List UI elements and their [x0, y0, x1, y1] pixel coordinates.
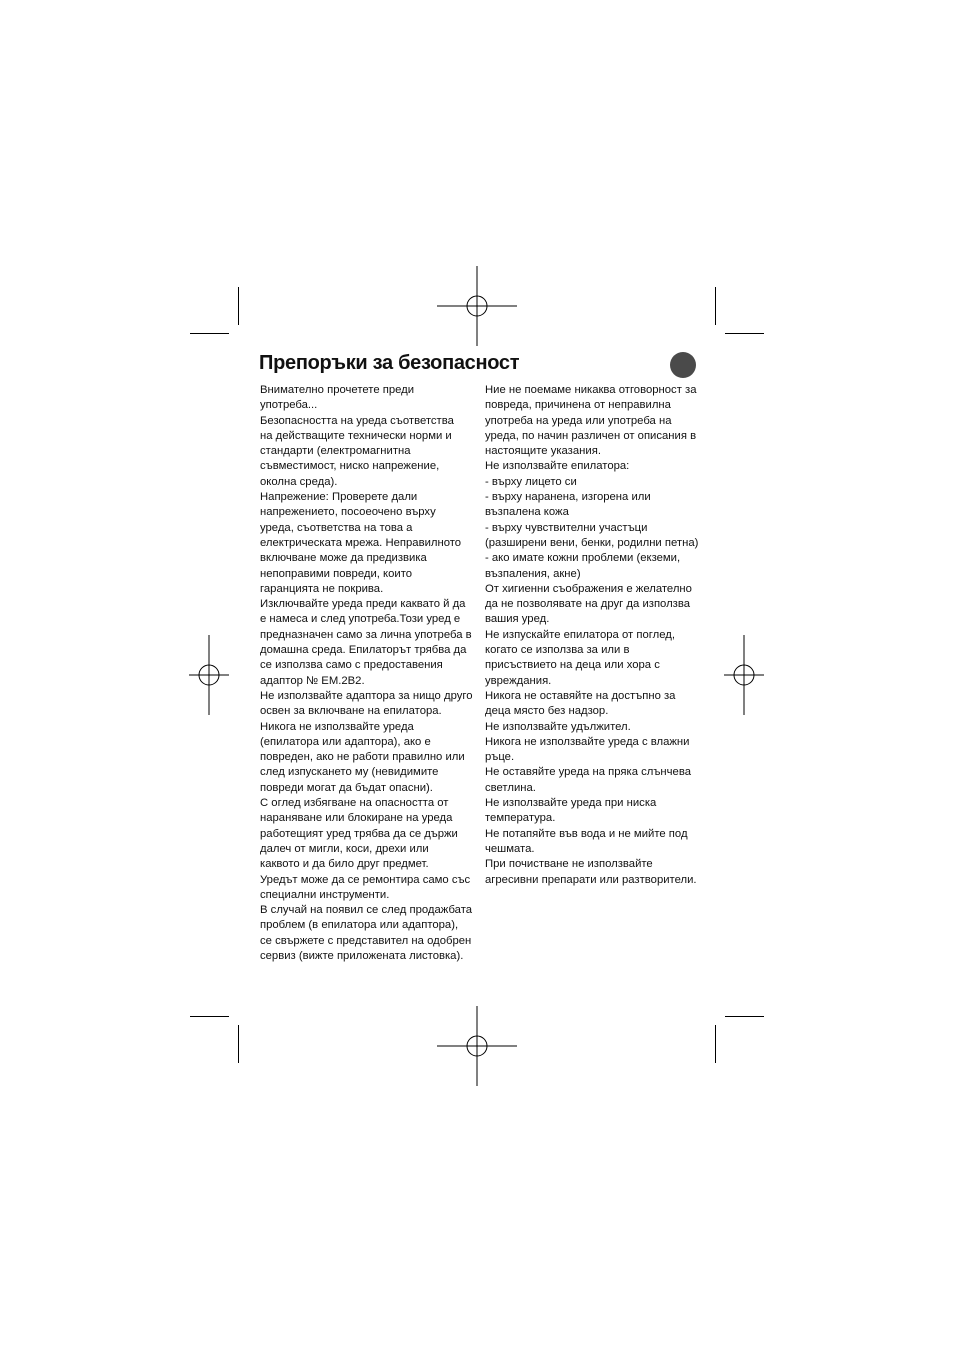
text-line: Никога не използвайте уреда	[260, 720, 414, 733]
text-line: Не оставяйте уреда на пряка слънчева	[485, 766, 691, 779]
text-line: При почистване не използвайте	[485, 858, 653, 871]
text-line: включване може да предизвика	[260, 552, 427, 565]
text-line: Напрежение: Проверете дали	[260, 491, 418, 504]
text-line: се използва само с предоставения	[260, 659, 443, 672]
text-line: когато се използва за или в	[485, 644, 630, 657]
text-line: Внимателно прочетете преди	[260, 384, 415, 396]
text-line: - върху наранена, изгорена или	[485, 491, 651, 504]
text-line: - ако имате кожни проблеми (екземи,	[485, 552, 681, 565]
language-marker-icon	[670, 352, 696, 378]
text-line: агресивни препарати или разтворители.	[485, 873, 697, 886]
text-line: температура.	[485, 812, 556, 825]
text-line: предназначен само за лична употреба в	[260, 628, 472, 641]
text-line: - върху чувствителни участъци	[485, 521, 648, 534]
text-line: Изключвайте уреда преди каквато й да	[260, 598, 466, 611]
crop-mark	[725, 1016, 764, 1017]
text-line: след изпускането му (невидимите	[260, 766, 439, 779]
page-title: Препоръки за безопасност	[259, 352, 520, 374]
text-line: - върху лицето си	[485, 475, 577, 488]
registration-mark-icon	[437, 1006, 517, 1086]
text-line: От хигиенни съображения е желателно	[485, 582, 692, 595]
text-line: се свържете с представител на одобрен	[260, 934, 472, 947]
text-line: ръце.	[485, 751, 515, 764]
text-line: каквото и да било друг предмет.	[260, 858, 429, 871]
text-line: уреда, съответства на това а	[260, 521, 413, 534]
text-line: работещият уред трябва да се държи	[260, 827, 458, 840]
registration-mark-icon	[169, 635, 249, 715]
text-line: присъствието на деца или хора с	[485, 659, 660, 672]
text-line: деца място без надзор.	[485, 705, 609, 718]
registration-mark-icon	[437, 266, 517, 346]
text-line: повреда, причинена от неправилна	[485, 399, 671, 412]
crop-mark	[715, 287, 716, 325]
text-line: Ние не поемаме никаква отговорност за	[485, 384, 697, 396]
crop-mark	[190, 333, 229, 334]
text-line: вашия уред.	[485, 613, 550, 626]
crop-mark	[238, 1025, 239, 1063]
text-line: съвместимост, ниско напрежение,	[260, 460, 440, 473]
text-line: Не изпускайте епилатора от поглед,	[485, 628, 675, 641]
text-line: Не използвайте уреда при ниска	[485, 797, 657, 810]
text-line: непоправими повреди, които	[260, 567, 413, 580]
right-text-column	[485, 383, 710, 888]
text-line: гаранцията не покрива.	[260, 582, 384, 595]
text-line: (разширени вени, бенки, родилни петна)	[485, 536, 699, 549]
text-line: Не използвайте удължител.	[485, 720, 631, 733]
text-line: специални инструменти.	[260, 888, 390, 901]
text-line: светлина.	[485, 781, 536, 794]
text-line: Не използвайте епилатора:	[485, 460, 630, 473]
text-line: Не потапяйте във вода и не мийте под	[485, 827, 688, 840]
text-line: проблем (в епилатора или адаптора),	[260, 919, 459, 932]
text-line: употреба на уреда или употреба на	[485, 414, 672, 427]
text-line: възпаления, акне)	[485, 567, 581, 580]
text-line: освен за включване на епилатора.	[260, 705, 442, 718]
crop-mark	[190, 1016, 229, 1017]
text-line: да не позволявате на друг да използва	[485, 598, 691, 611]
crop-mark	[238, 287, 239, 325]
text-line: възпалена кожа	[485, 506, 569, 519]
text-line: уреда, по начин различен от описания в	[485, 429, 697, 442]
text-line: Никога не оставяйте на достъпно за	[485, 689, 676, 702]
text-line: Не използвайте адаптора за нищо друго	[260, 689, 473, 702]
text-line: настоящите указания.	[485, 445, 601, 458]
text-line: адаптор № EM.2B2.	[260, 674, 365, 687]
text-line: напрежението, посоеочено върху	[260, 506, 436, 519]
text-line: повреден, ако не работи правилно или	[260, 751, 465, 764]
text-line: В случай на появил се след продажбата	[260, 904, 473, 917]
text-line: С оглед избягване на опасността от	[260, 797, 449, 810]
crop-mark	[715, 1025, 716, 1063]
text-line: увреждания.	[485, 674, 552, 687]
text-line: електрическата мрежа. Неправилното	[260, 536, 462, 549]
text-line: сервиз (вижте приложената листовка).	[260, 949, 464, 962]
left-text-column	[260, 383, 478, 964]
registration-mark-icon	[704, 635, 784, 715]
text-line: стандарти (електромагнитна	[260, 445, 411, 458]
text-line: на действащите технически норми и	[260, 429, 452, 442]
text-line: далеч от мигли, коси, дрехи или	[260, 842, 429, 855]
text-line: чешмата.	[485, 842, 535, 855]
text-line: Уредът може да се ремонтира само със	[260, 873, 471, 886]
text-line: повреди могат да бъдат опасни).	[260, 781, 433, 794]
text-line: е намеса и след употреба.Този уред е	[260, 613, 461, 626]
text-line: нараняване или блокиране на уреда	[260, 812, 453, 825]
crop-mark	[725, 333, 764, 334]
text-line: (епилатора или адаптора), ако е	[260, 735, 431, 748]
text-line: околна среда).	[260, 475, 338, 488]
text-line: Безопасността на уреда съответства	[260, 414, 454, 427]
text-line: Никога не използвайте уреда с влажни	[485, 735, 690, 748]
text-line: употреба...	[260, 399, 318, 412]
text-line: домашна среда. Епилаторът трябва да	[260, 644, 467, 657]
